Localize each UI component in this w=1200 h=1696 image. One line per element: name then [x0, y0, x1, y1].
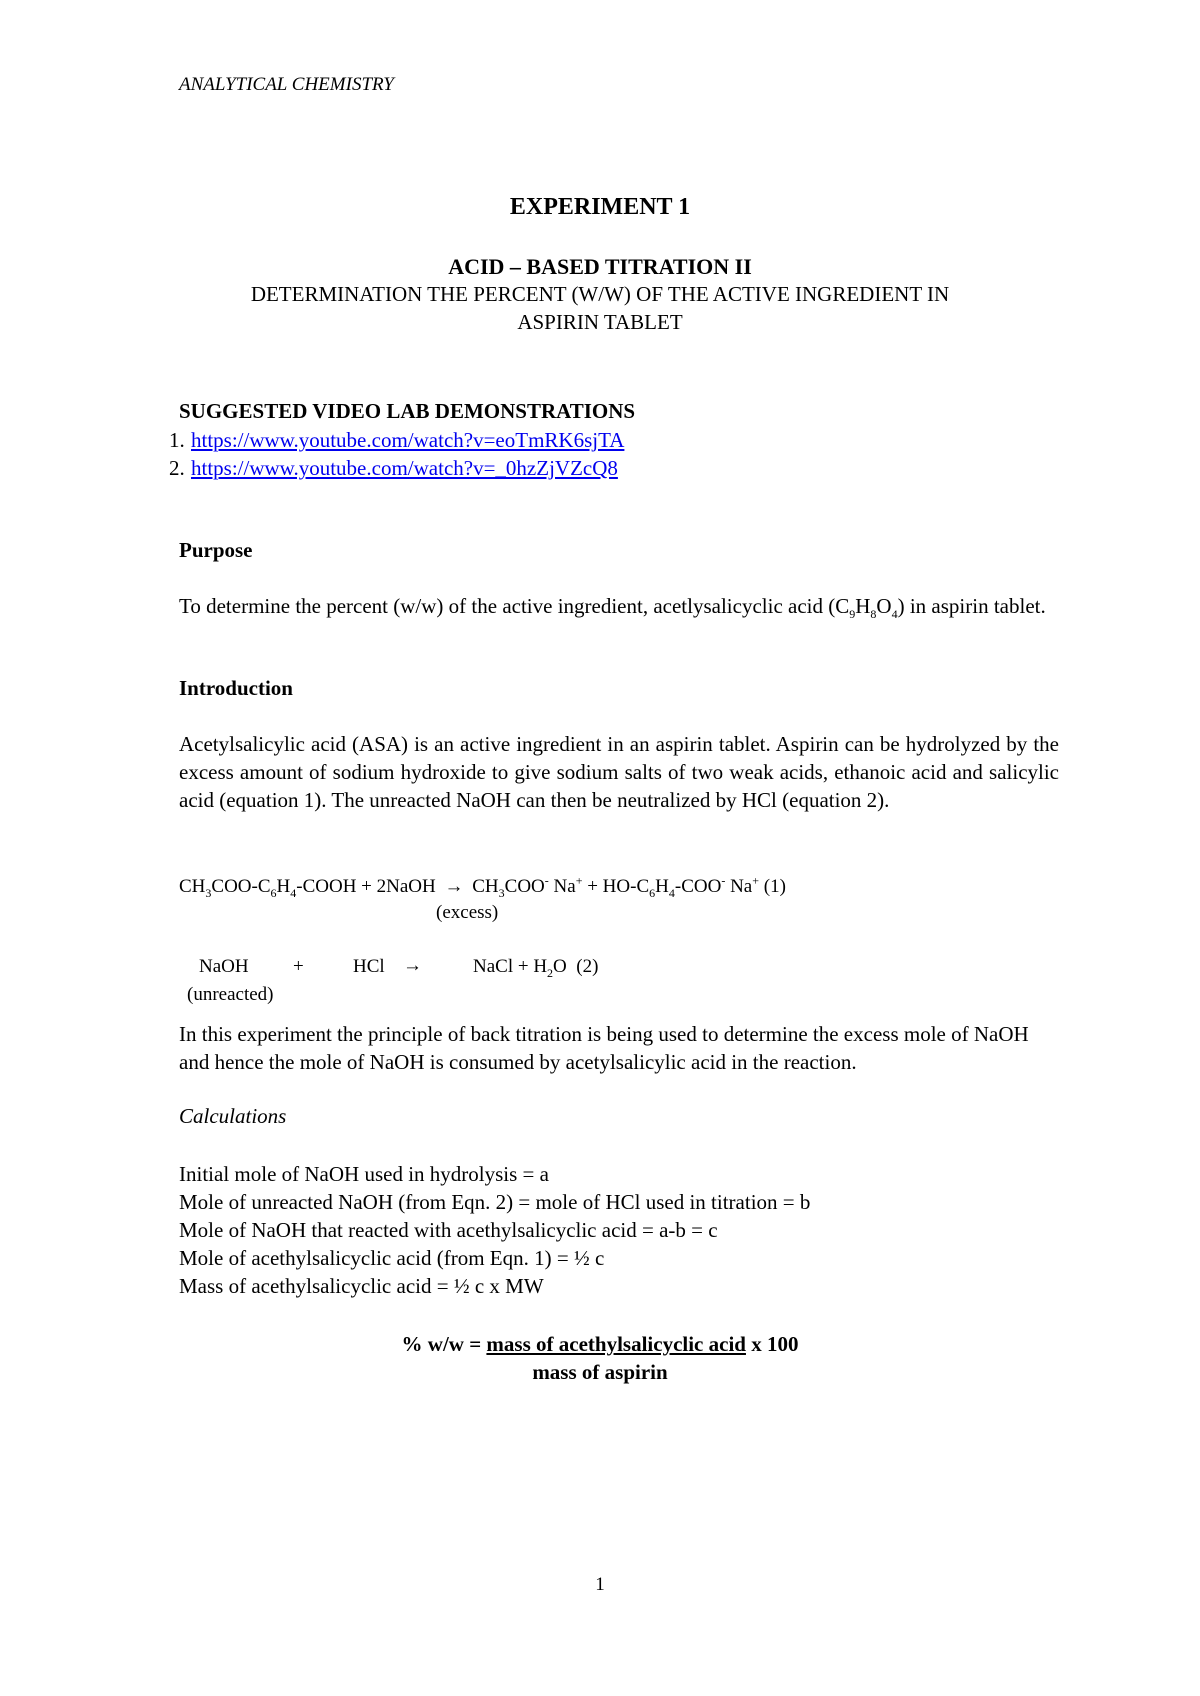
formula-element: O	[876, 594, 892, 618]
formula-subscript: 9	[849, 607, 856, 622]
equation-1-reactants: $CH_3COO-C_6H_4$-COOH + 2NaOH	[179, 876, 436, 901]
introduction-text: Acetylsalicylic acid (ASA) is an active ingredient in an aspirin tablet. Aspirin can be hydrolyzed by the excess amount of sodium hydroxide to give sodium salts of two weak acids, ethanoic acid and salicylic acid (equation 1). The unreacted NaOH can then be neutralized by HCl (equation 2).	[179, 732, 1059, 812]
calculations-heading: Calculations	[179, 1104, 287, 1128]
description-line-2: ASPIRIN TABLET	[517, 310, 683, 334]
equation-2-products: NaCl + $H_2O$ (2)	[473, 956, 599, 980]
experiment-title: EXPERIMENT 1	[509, 194, 691, 220]
equation-2-plus: +	[293, 956, 304, 977]
equation-2-note: (unreacted)	[187, 984, 274, 1005]
arrow-icon: →	[403, 955, 422, 976]
video-link-2[interactable]: https://www.youtube.com/watch?v=_0hzZjVZcQ8	[191, 456, 618, 480]
calculation-line: Mole of NaOH that reacted with acethylsalicyclic acid = a-b = c	[179, 1218, 718, 1242]
purpose-text	[179, 592, 1059, 628]
calculation-line: Mass of acethylsalicyclic acid = ½ c x MW	[179, 1274, 544, 1298]
equation-1-products: $CH_3COO^-$ $Na^+ + HO-C_6H_4-COO^-$ Na+ (1)	[472, 874, 786, 901]
back-titration-text: In this experiment the principle of back titration is being used to determine the excess mole of NaOH and hence the mole of NaOH is consumed by acetylsalicylic acid in the reaction.	[179, 1022, 1029, 1074]
purpose-text-start: To determine the percent (w/w) of the active ingredient, acetlysalicyclic acid (C	[179, 594, 850, 618]
equation-2-reactant-2: HCl	[353, 956, 385, 977]
equation-2-reactant-1: NaOH	[199, 956, 249, 977]
arrow-icon: →	[444, 876, 464, 898]
list-number: 2.	[169, 456, 185, 480]
calculations-list	[179, 1160, 810, 1300]
percent-formula-denominator: mass of aspirin	[532, 1360, 668, 1384]
page-header: ANALYTICAL CHEMISTRY	[179, 74, 394, 95]
calculation-line: Mole of acethylsalicyclic acid (from Eqn. 1) = ½ c	[179, 1246, 605, 1270]
formula-numerator: mass of acethylsalicyclic acid	[486, 1332, 746, 1356]
list-item	[169, 454, 624, 482]
experiment-subtitle: ACID – BASED TITRATION II	[448, 254, 752, 279]
description-line-1: DETERMINATION THE PERCENT (W/W) OF THE ACTIVE INGREDIENT IN	[250, 282, 950, 306]
list-item	[169, 426, 624, 454]
calculation-line: Mole of unreacted NaOH (from Eqn. 2) = mole of HCl used in titration = b	[179, 1190, 811, 1214]
calculation-line: Initial mole of NaOH used in hydrolysis = a	[179, 1162, 549, 1186]
formula-subscript: 8	[870, 607, 877, 622]
formula-subscript: 4	[891, 607, 898, 622]
video-link-1[interactable]: https://www.youtube.com/watch?v=eoTmRK6sjTA	[191, 428, 625, 452]
percent-formula-numerator-line	[0, 1332, 1200, 1357]
formula-lhs: % w/w =	[401, 1332, 487, 1356]
video-list	[169, 426, 624, 482]
list-number: 1.	[169, 428, 185, 452]
formula-times: x 100	[745, 1332, 799, 1356]
equation-1-note: (excess)	[436, 902, 499, 923]
page-number: 1	[595, 1574, 605, 1595]
purpose-text-end: ) in aspirin tablet.	[897, 594, 1046, 618]
purpose-heading: Purpose	[179, 538, 253, 562]
formula-element: H	[855, 594, 871, 618]
videos-heading: SUGGESTED VIDEO LAB DEMONSTRATIONS	[179, 399, 636, 423]
introduction-heading: Introduction	[179, 676, 293, 700]
equation-1	[179, 874, 786, 901]
